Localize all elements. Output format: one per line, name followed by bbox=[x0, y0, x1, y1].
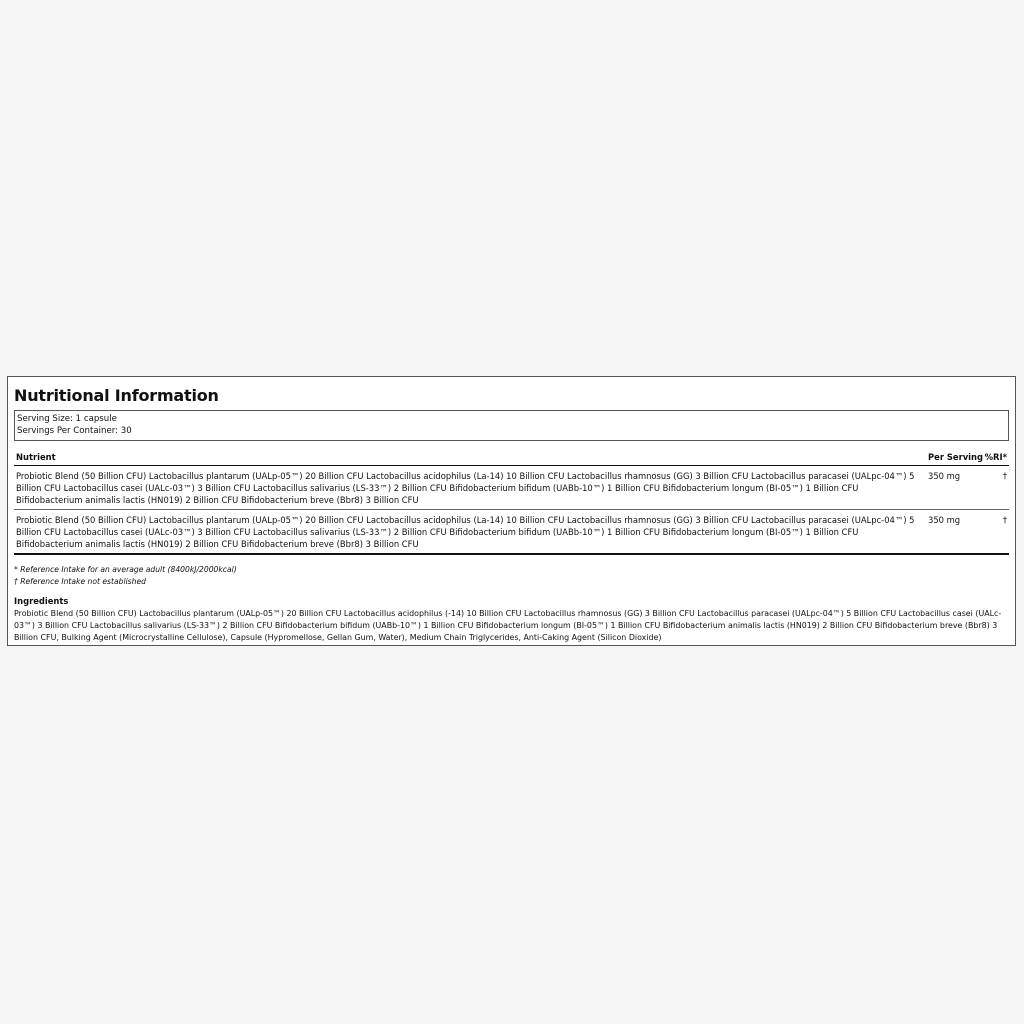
serving-info-box bbox=[14, 410, 1009, 441]
table-row bbox=[14, 466, 1009, 510]
ingredients-text: Probiotic Blend (50 Billion CFU) Lactobacillus plantarum (UALp-05™) 20 Billion CFU Lactobacillus acidophilus (-14) 10 Billion CFU Lactobacillus rhamnosus (GG) 3 Billion CFU Lactobacillus paracasei (UALpc-04™) 5 Billion CFU Lactobacillus casei (UALc-03™) 3 Billion CFU Lactobacillus salivarius (LS-33™) 2 Billion CFU Bifidobacterium bifidum (UABb-10™) 1 Billion CFU Bifidobacterium longum (BI-05™) 1 Billion CFU Bifidobacterium animalis lactis (HN019) 2 Billion CFU Bifidobacterium breve (Bbr8) 3 Billion CFU, Bulking Agent (Microcrystalline Cellulose), Capsule (Hypromellose, Gellan Gum, Water), Medium Chain Triglycerides, Anti-Caking Agent (Silicon Dioxide) bbox=[14, 609, 1002, 642]
footnotes bbox=[14, 564, 1009, 587]
page-title: Nutritional Information bbox=[14, 386, 219, 405]
header-per-serving: Per Serving bbox=[928, 452, 983, 462]
servings-per-container: Servings Per Container: 30 bbox=[17, 426, 132, 436]
nutrition-panel bbox=[7, 376, 1016, 646]
nutrient-cell: Probiotic Blend (50 Billion CFU) Lactobacillus plantarum (UALp-05™) 20 Billion CFU Lactobacillus acidophilus (La-14) 10 Billion CFU Lactobacillus rhamnosus (GG) 3 Billion CFU Lactobacillus paracasei (UALpc-04™) 5 Billion CFU Lactobacillus casei (UALc-03™) 3 Billion CFU Lactobacillus salivarius (LS-33™) 2 Billion CFU Bifidobacterium bifidum (UABb-10™) 1 Billion CFU Bifidobacterium longum (BI-05™) 1 Billion CFU Bifidobacterium animalis lactis (HN019) 2 Billion CFU Bifidobacterium breve (Bbr8) 3 Billion CFU bbox=[16, 471, 915, 505]
per-serving-cell: 350 mg bbox=[928, 471, 961, 481]
table-header bbox=[14, 450, 1009, 466]
header-nutrient: Nutrient bbox=[16, 452, 56, 462]
footnote-not-established: † Reference Intake not established bbox=[14, 576, 146, 586]
footnote-reference-intake: * Reference Intake for an average adult (8400kJ/2000kcal) bbox=[14, 565, 237, 574]
ri-cell: † bbox=[1002, 515, 1007, 525]
header-ri: %RI* bbox=[984, 452, 1007, 462]
nutrient-table bbox=[14, 450, 1009, 555]
nutrient-cell: Probiotic Blend (50 Billion CFU) Lactobacillus plantarum (UALp-05™) 20 Billion CFU Lactobacillus acidophilus (La-14) 10 Billion CFU Lactobacillus rhamnosus (GG) 3 Billion CFU Lactobacillus paracasei (UALpc-04™) 5 Billion CFU Lactobacillus casei (UALc-03™) 3 Billion CFU Lactobacillus salivarius (LS-33™) 2 Billion CFU Bifidobacterium bifidum (UABb-10™) 1 Billion CFU Bifidobacterium longum (BI-05™) 1 Billion CFU Bifidobacterium animalis lactis (HN019) 2 Billion CFU Bifidobacterium breve (Bbr8) 3 Billion CFU bbox=[16, 515, 915, 549]
serving-size: Serving Size: 1 capsule bbox=[17, 414, 117, 424]
ri-cell: † bbox=[1002, 471, 1007, 481]
ingredients-heading: Ingredients bbox=[14, 596, 69, 606]
per-serving-cell: 350 mg bbox=[928, 515, 961, 525]
table-row bbox=[14, 510, 1009, 555]
